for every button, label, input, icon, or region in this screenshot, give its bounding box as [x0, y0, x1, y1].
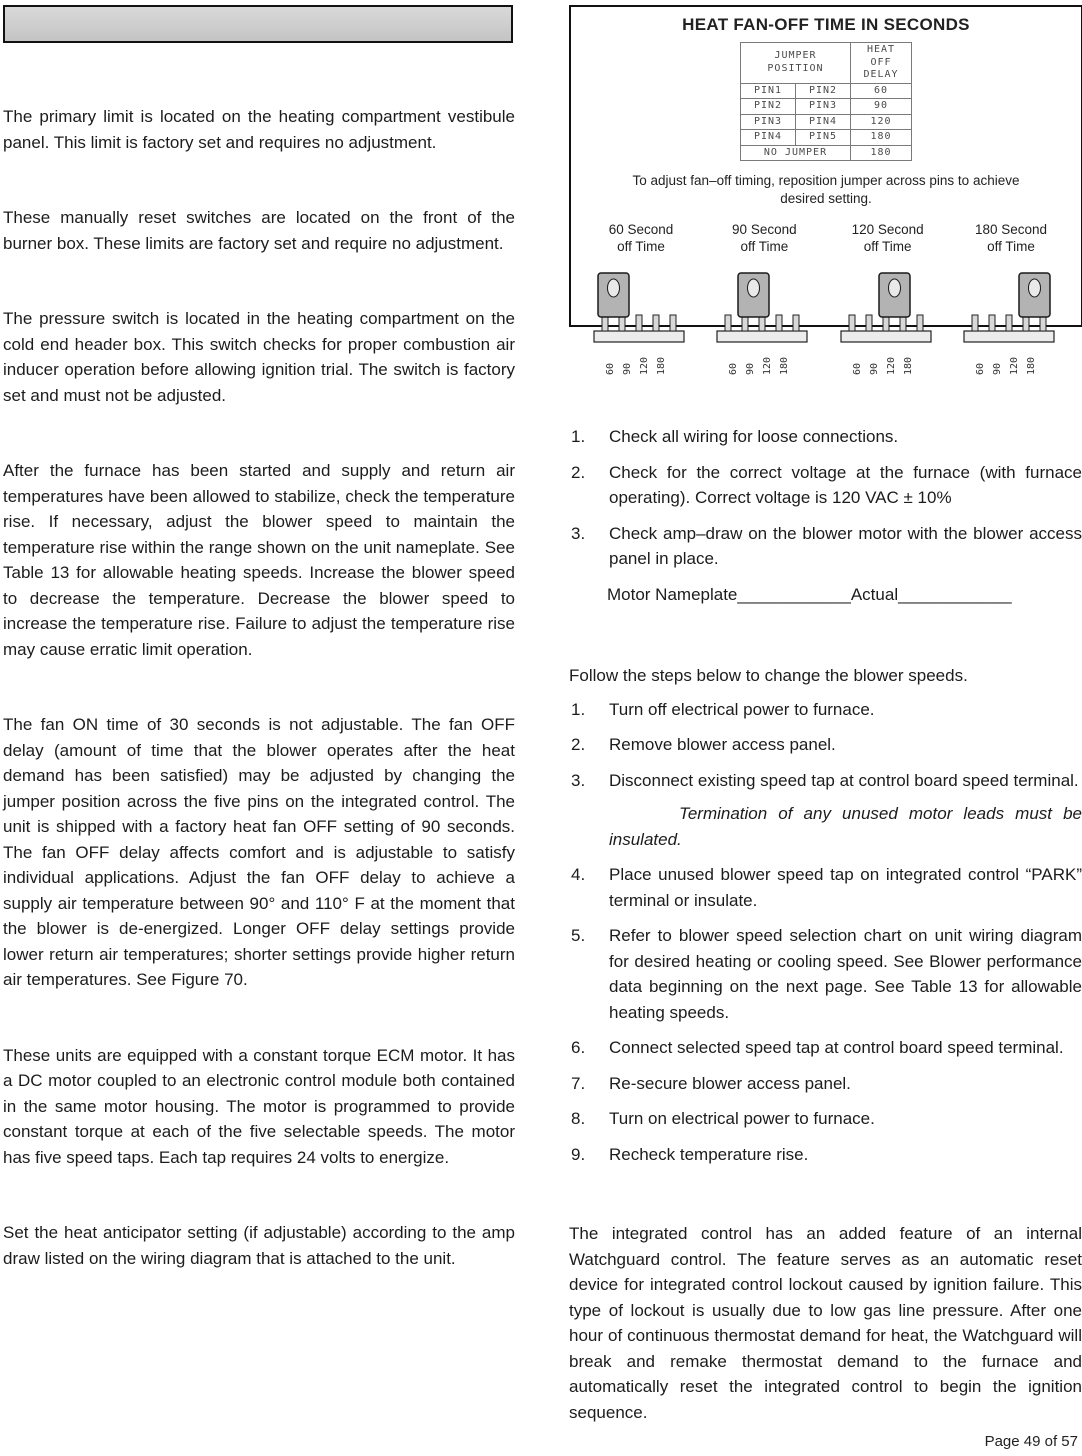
list-item-number: 1.	[571, 427, 586, 446]
paragraph-primary-limit: The primary limit is located on the heating compartment vestibule panel. This limit is factory set and requires no adjustment.	[3, 107, 515, 152]
jumper-label-line1: 180 Second	[974, 222, 1048, 237]
figure-title: HEAT FAN-OFF TIME IN SECONDS	[682, 15, 970, 34]
list-item-text: Turn off electrical power to furnace.	[609, 699, 875, 719]
left-column	[3, 104, 515, 1321]
list-item-text: Turn on electrical power to furnace.	[609, 1109, 875, 1128]
jumper-label-line2: off Time	[863, 239, 912, 254]
jumper-label	[830, 221, 946, 255]
table-cell: PIN4	[741, 130, 796, 146]
table-row	[741, 99, 912, 115]
paragraph-heat-anticipator: Set the heat anticipator setting (if adjustable) according to the amp draw listed on the wiring diagram that is attached to the unit.	[3, 1223, 515, 1268]
jumper-label-line1: 60 Second	[608, 222, 674, 237]
table-cell: 60	[851, 83, 912, 99]
list-item-number: 3.	[571, 523, 586, 543]
jumper-label	[583, 221, 699, 255]
list-item	[569, 732, 1082, 758]
jumper-diagram-60s	[583, 221, 699, 382]
list-item-number: 5.	[571, 926, 586, 945]
table-cell: 120	[851, 114, 912, 130]
table-row-no-jumper	[741, 145, 912, 161]
page-number: Page 49 of 57	[984, 1433, 1078, 1450]
list-item-number: 8.	[571, 1109, 586, 1128]
watchguard-paragraph: The integrated control has an added feature of an internal Watchguard control. The feature serves as an automatic reset device for integrated control lockout caused by ignition failure. This type of lockout is usually due to low gas line pressure. After one hour of continuous thermostat demand for heat, the Watchguard will break and remake thermostat demand to the furnace and automatically reset the integrated control to begin the ignition sequence.	[569, 1224, 1082, 1422]
pin-label-180: 180	[1025, 356, 1037, 375]
termination-note: Termination of any unused motor leads must be insulated.	[609, 804, 1082, 849]
jumper-label	[953, 221, 1069, 255]
pin-label-60: 60	[851, 362, 863, 375]
jumper-art-90s	[709, 265, 819, 377]
pin-label-180: 180	[656, 356, 667, 375]
jumper-label-line2: off Time	[617, 239, 665, 254]
jumper-diagram-90s	[706, 221, 822, 382]
list-item-number: 2.	[571, 462, 586, 482]
pin-label-60: 60	[974, 362, 986, 375]
table-cell: PIN4	[796, 114, 851, 130]
pin-label-180: 180	[902, 356, 914, 375]
list-item	[569, 1142, 1082, 1168]
table-row	[741, 114, 912, 130]
list-item-number: 1.	[571, 699, 586, 719]
list-item-text: Remove blower access panel.	[609, 735, 836, 754]
checkout-list	[569, 424, 1082, 572]
list-item	[569, 1106, 1082, 1132]
table-cell: PIN5	[796, 130, 851, 146]
list-item	[569, 1035, 1082, 1061]
list-item-number: 7.	[571, 1073, 586, 1093]
table-cell: PIN1	[741, 83, 796, 99]
table-cell: PIN3	[741, 114, 796, 130]
jumper-label-line1: 120 Second	[851, 222, 924, 237]
blower-speed-steps	[569, 697, 1082, 1168]
paragraph-reset-switches: These manually reset switches are located on the front of the burner box. These limits are factory set and require no adjustment.	[3, 208, 515, 253]
jumper-label-line1: 90 Second	[732, 222, 797, 237]
pin-label-180: 180	[779, 356, 791, 375]
table-cell: 90	[851, 99, 912, 115]
list-item-text: Disconnect existing speed tap at control board speed terminal.	[609, 770, 1079, 790]
list-item-text: Connect selected speed tap at control board speed terminal.	[609, 1038, 1064, 1057]
list-item-number: 3.	[571, 770, 586, 790]
list-item	[569, 521, 1082, 572]
list-item-text: Re-secure blower access panel.	[609, 1073, 851, 1093]
list-item	[569, 862, 1082, 913]
pin-label-120: 120	[639, 356, 650, 375]
list-item-text: Check amp–draw on the blower motor with the blower access panel in place.	[609, 523, 1082, 568]
list-item-number: 6.	[571, 1038, 586, 1057]
list-item-text: Place unused blower speed tap on integrated control “PARK” terminal or insulate.	[609, 865, 1082, 910]
table-cell: PIN2	[796, 83, 851, 99]
blower-speed-intro: Follow the steps below to change the blower speeds.	[569, 666, 968, 685]
paragraph-fan-off-delay: The fan ON time of 30 seconds is not adjustable. The fan OFF delay (amount of time that the blower operates after the heat demand has been satisfied) may be adjusted by changing the jumper position across the five pins on the integrated control. The unit is shipped with a factory heat fan OFF setting of 90 seconds. The fan OFF delay affects comfort and is adjustable to satisfy individual applications. Adjust the fan OFF delay to achieve a supply air temperature between 90° and 110° F at the moment that the blower is de-energized. Longer OFF delay settings provide lower return air temperatures; shorter settings provide higher return air temperatures. See Figure 70.	[3, 715, 515, 989]
list-item-number: 9.	[571, 1144, 586, 1164]
figure-caption: To adjust fan–off timing, reposition jumper across pins to achieve desired setting.	[632, 173, 1020, 206]
list-item-text: Recheck temperature rise.	[609, 1144, 809, 1164]
jumper-label	[706, 221, 822, 255]
pin-label-60: 60	[728, 362, 740, 375]
paragraph-pressure-switch: The pressure switch is located in the heating compartment on the cold end header box. This switch checks for proper combustion air inducer operation before allowing ignition trial. The switch is factory set and must not be adjusted.	[3, 309, 515, 405]
jumper-art-120s	[833, 265, 943, 377]
paragraph-ecm-motor: These units are equipped with a constant torque ECM motor. It has a DC motor coupled to an electronic control module both contained in the same motor housing. The motor is programmed to provide constant torque at each of the five selectable speeds. The motor has five speed taps. Each tap requires 24 volts to energize.	[3, 1045, 515, 1167]
redacted-header-box	[3, 5, 513, 43]
table-cell: NO JUMPER	[741, 145, 851, 161]
jumper-label-line2: off Time	[987, 239, 1035, 254]
jumper-art-180s	[956, 265, 1066, 377]
pin-label-60: 60	[605, 362, 616, 375]
pin-label-120: 120	[1008, 356, 1020, 375]
table-cell: PIN3	[796, 99, 851, 115]
table-header-row	[741, 43, 912, 84]
list-item-text: Check all wiring for loose connections.	[609, 427, 899, 446]
list-item	[569, 923, 1082, 1025]
pin-label-90: 90	[991, 362, 1003, 375]
list-item	[569, 768, 1082, 853]
list-item	[569, 424, 1082, 450]
table-row	[741, 130, 912, 146]
table-row	[741, 83, 912, 99]
table-cell: PIN2	[741, 99, 796, 115]
table-cell: 180	[851, 130, 912, 146]
jumper-diagrams	[571, 221, 1081, 382]
paragraph-temperature-rise: After the furnace has been started and supply and return air temperatures have been allowed to stabilize, check the temperature rise. If necessary, adjust the blower speed to maintain the temperature rise within the range shown on the unit nameplate. See Table 13 for allowable heating speeds. Increase the blower speed to decrease the temperature. Decrease the blower speed to increase the temperature rise. Failure to adjust the temperature rise may cause erratic limit operation.	[3, 461, 515, 659]
table-cell: 180	[851, 145, 912, 161]
jumper-label-line2: off Time	[740, 239, 789, 254]
jumper-art-60s	[586, 265, 696, 377]
jumper-diagram-180s	[953, 221, 1069, 382]
motor-nameplate-fill-in-line: Motor Nameplate____________Actual____________	[607, 584, 1012, 604]
jumper-diagram-120s	[830, 221, 946, 382]
list-item-number: 2.	[571, 735, 586, 754]
right-column	[569, 424, 1082, 1425]
figure-heat-fan-off-time	[569, 5, 1082, 375]
list-item-number: 4.	[571, 865, 586, 884]
pin-label-120: 120	[762, 356, 774, 375]
pin-label-120: 120	[885, 356, 897, 375]
table-header-jumper-position: JUMPER POSITION	[741, 43, 851, 84]
list-item-text: Check for the correct voltage at the furnace (with furnace operating). Correct voltage is 120 VAC ± 10%	[609, 462, 1082, 507]
table-header-heat-off-delay: HEAT OFF DELAY	[851, 43, 912, 84]
list-item	[569, 1071, 1082, 1097]
pin-label-90: 90	[868, 362, 880, 375]
pin-label-90: 90	[745, 362, 757, 375]
pin-label-90: 90	[622, 362, 633, 375]
list-item	[569, 697, 1082, 723]
jumper-position-table	[740, 42, 912, 161]
list-item-text: Refer to blower speed selection chart on unit wiring diagram for desired heating or cooling speed. See Blower performance data beginning on the next page. See Table 13 for allowable heating speeds.	[609, 926, 1082, 1022]
list-item	[569, 460, 1082, 511]
